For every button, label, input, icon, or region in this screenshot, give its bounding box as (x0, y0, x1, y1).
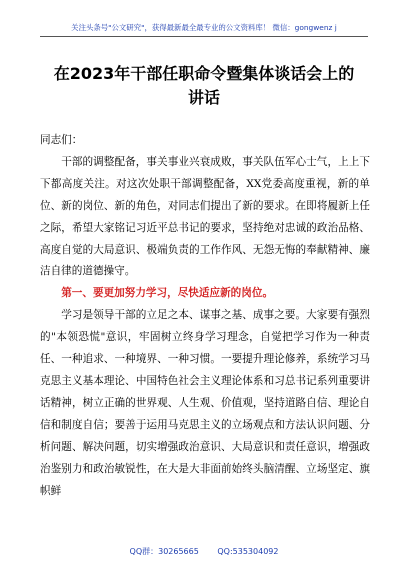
header-banner: 关注头条号"公文研究"，获得最新最全最专业的公文资料库！ 微信：gongwenz j (71, 23, 337, 32)
paragraph: 学习是领导干部的立足之本、谋事之基、成事之要。大家要有强烈的"本领恐慌"意识，牢固树立终身学习理念，自觉把学习作为一种责任、一种追求、一种境界、一种习惯。一要提升理论修养，系统学习马克思主义基本理论、中国特色社会主义理论体系和习总书记系列重要讲话精神，树立正确的世界观、人生观、价值观，坚持道路自信、理论自信和制度自信；要善于运用马克思主义的立场观点和方法认识问题、分析问题、解决问题，切实增强政治意识、大局意识和责任意识，增强政治鉴别力和政治敏锐性，在大是大非面前始终头脑清醒、立场坚定、旗帜鲜 (40, 309, 370, 497)
header-divider (40, 36, 368, 37)
footer (0, 546, 408, 557)
greeting: 同志们： (40, 134, 83, 146)
document-body (40, 130, 370, 502)
document-title: 在2023年干部任职命令暨集体谈话会上的讲话 (53, 64, 355, 107)
footer-qq: QQ:535304092 (217, 547, 279, 556)
footer-qq-group: QQ群：30265665 (129, 547, 199, 556)
section-heading: 第一、要更加努力学习，尽快适应新的岗位。 (61, 287, 274, 300)
paragraph: 干部的调整配备，事关事业兴衰成败，事关队伍军心士气，上上下下都高度关注。对这次处职干部调整配备，XX党委高度重视，新的单位、新的岗位、新的角色，对同志们提出了新的要求。在即将履新上任之际，希望大家铭记习近平总书记的要求，坚持绝对忠诚的政治品格、高度自觉的大局意识、极端负责的工作作风、无怨无悔的奉献精神、廉洁自律的道德操守。 (40, 155, 370, 278)
